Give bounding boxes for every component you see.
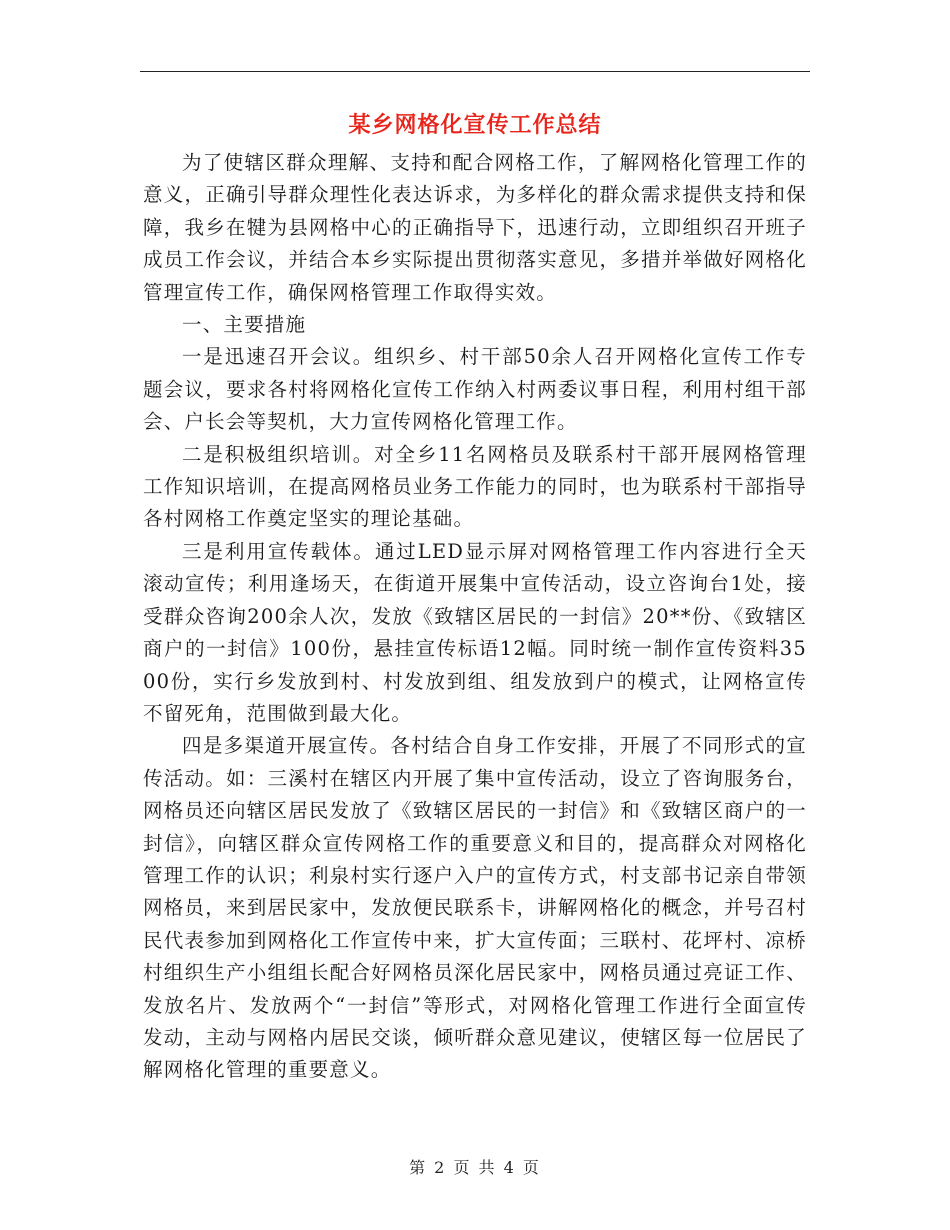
measure-paragraph-1: 一是迅速召开会议。组织乡、村干部50余人召开网格化宣传工作专题会议，要求各村将网格化宣传工作纳入村两委议事日程，利用村组干部会、户长会等契机，大力宣传网格化管理工作。 xyxy=(143,345,807,434)
header-rule xyxy=(140,71,810,72)
document-title: 某乡网格化宣传工作总结 xyxy=(348,113,602,138)
measure-paragraph-4: 四是多渠道开展宣传。各村结合自身工作安排，开展了不同形式的宣传活动。如：三溪村在辖区内开展了集中宣传活动，设立了咨询服务台，网格员还向辖区居民发放了《致辖区居民的一封信》和《致辖区商户的一封信》，向辖区群众宣传网格工作的重要意义和目的，提高群众对网格化管理工作的认识；利泉村实行逐户入户的宣传方式，村支部书记亲自带领网格员，来到居民家中，发放便民联系卡，讲解网格化的概念，并号召村民代表参加到网格化工作宣传中来，扩大宣传面；三联村、花坪村、凉桥村组织生产小组组长配合好网格员深化居民家中，网格员通过亮证工作、发放名片、发放两个“一封信”等形式，对网格化管理工作进行全面宣传发动，主动与网格内居民交谈，倾听群众意见建议，使辖区每一位居民了解网格化管理的重要意义。 xyxy=(143,734,807,1082)
document-body xyxy=(143,147,807,1087)
section-heading: 一、主要措施 xyxy=(182,313,307,337)
page-number-footer: 第 2 页 共 4 页 xyxy=(409,1158,541,1177)
intro-paragraph: 为了使辖区群众理解、支持和配合网格工作，了解网格化管理工作的意义，正确引导群众理性化表达诉求，为多样化的群众需求提供支持和保障，我乡在犍为县网格中心的正确指导下，迅速行动，立即组织召开班子成员工作会议，并结合本乡实际提出贯彻落实意见，多措并举做好网格化管理宣传工作，确保网格管理工作取得实效。 xyxy=(143,151,807,304)
measure-paragraph-2: 二是积极组织培训。对全乡11名网格员及联系村干部开展网格管理工作知识培训，在提高网格员业务工作能力的同时，也为联系村干部指导各村网格工作奠定坚实的理论基础。 xyxy=(143,442,807,531)
measure-paragraph-3: 三是利用宣传载体。通过LED显示屏对网格管理工作内容进行全天滚动宣传；利用逢场天，在街道开展集中宣传活动，设立咨询台1处，接受群众咨询200余人次，发放《致辖区居民的一封信》20**份、《致辖区商户的一封信》100份，悬挂宣传标语12幅。同时统一制作宣传资料3500份，实行乡发放到村、村发放到组、组发放到户的模式，让网格宣传不留死角，范围做到最大化。 xyxy=(143,539,807,725)
